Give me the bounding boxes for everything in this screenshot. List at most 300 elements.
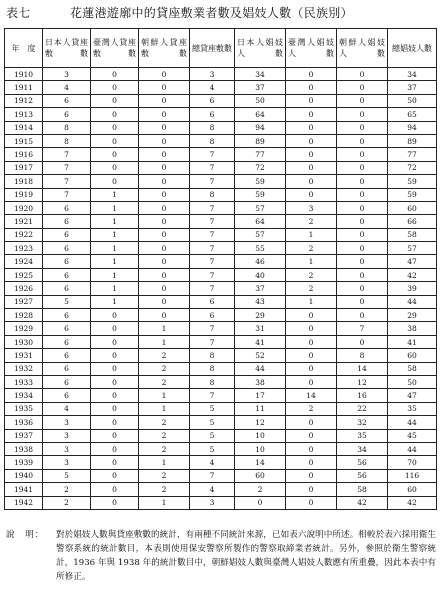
value-cell: 3	[43, 429, 91, 442]
table-row	[5, 175, 437, 188]
value-cell: 3	[286, 201, 337, 214]
value-cell: 7	[190, 255, 235, 268]
value-cell: 1	[91, 228, 139, 241]
value-cell: 4	[190, 456, 235, 469]
value-cell: 0	[286, 94, 337, 107]
value-cell: 55	[235, 242, 286, 255]
value-cell: 7	[43, 161, 91, 174]
value-cell: 0	[286, 121, 337, 134]
value-cell: 10	[235, 442, 286, 455]
table-row	[5, 148, 437, 161]
value-cell: 60	[388, 201, 437, 214]
value-cell: 0	[139, 295, 190, 308]
value-cell: 1	[91, 295, 139, 308]
table-row	[5, 268, 437, 281]
value-cell: 2	[43, 496, 91, 509]
value-cell: 47	[388, 255, 437, 268]
value-cell: 7	[190, 389, 235, 402]
value-cell: 58	[388, 362, 437, 375]
value-cell: 2	[139, 349, 190, 362]
column-header	[139, 29, 190, 68]
value-cell: 32	[337, 416, 388, 429]
value-cell: 4	[43, 81, 91, 94]
value-cell: 64	[235, 108, 286, 121]
value-cell: 7	[190, 469, 235, 482]
value-cell: 0	[337, 94, 388, 107]
value-cell: 38	[235, 375, 286, 388]
value-cell: 0	[337, 242, 388, 255]
year-cell: 1940	[5, 469, 43, 482]
value-cell: 7	[190, 228, 235, 241]
value-cell: 0	[286, 456, 337, 469]
column-header-label: 總貸座敷數	[192, 43, 232, 53]
value-cell: 0	[91, 496, 139, 509]
year-cell: 1913	[5, 108, 43, 121]
value-cell: 35	[388, 402, 437, 415]
table-row	[5, 228, 437, 241]
table-row	[5, 68, 437, 81]
value-cell: 70	[388, 456, 437, 469]
value-cell: 34	[235, 68, 286, 81]
value-cell: 5	[190, 416, 235, 429]
value-cell: 0	[91, 322, 139, 335]
value-cell: 7	[190, 175, 235, 188]
value-cell: 6	[43, 309, 91, 322]
value-cell: 116	[388, 469, 437, 482]
value-cell: 0	[91, 456, 139, 469]
column-header-label: 朝鮮人貸座敷數	[141, 38, 187, 58]
table-row	[5, 94, 437, 107]
value-cell: 0	[139, 175, 190, 188]
table-row	[5, 483, 437, 496]
value-cell: 5	[43, 295, 91, 308]
value-cell: 56	[337, 456, 388, 469]
value-cell: 6	[43, 108, 91, 121]
value-cell: 0	[139, 148, 190, 161]
value-cell: 7	[190, 322, 235, 335]
table-row	[5, 429, 437, 442]
value-cell: 59	[388, 188, 437, 201]
value-cell: 0	[286, 375, 337, 388]
table-row	[5, 389, 437, 402]
year-cell: 1923	[5, 242, 43, 255]
value-cell: 0	[337, 268, 388, 281]
value-cell: 1	[91, 268, 139, 281]
value-cell: 0	[337, 108, 388, 121]
table-row	[5, 134, 437, 147]
value-cell: 14	[337, 362, 388, 375]
value-cell: 1	[139, 402, 190, 415]
value-cell: 2	[139, 375, 190, 388]
value-cell: 6	[190, 295, 235, 308]
value-cell: 8	[190, 188, 235, 201]
value-cell: 0	[91, 161, 139, 174]
value-cell: 0	[91, 469, 139, 482]
note-label: 說 明：	[6, 530, 45, 540]
column-header	[337, 29, 388, 68]
value-cell: 0	[286, 335, 337, 348]
value-cell: 57	[388, 242, 437, 255]
value-cell: 94	[388, 121, 437, 134]
value-cell: 2	[139, 469, 190, 482]
value-cell: 3	[43, 456, 91, 469]
value-cell: 0	[286, 161, 337, 174]
table-row	[5, 362, 437, 375]
year-cell: 1924	[5, 255, 43, 268]
value-cell: 5	[190, 402, 235, 415]
column-header-label: 年 度	[11, 43, 36, 53]
value-cell: 2	[286, 268, 337, 281]
value-cell: 0	[286, 81, 337, 94]
value-cell: 2	[139, 442, 190, 455]
value-cell: 0	[286, 175, 337, 188]
value-cell: 0	[286, 442, 337, 455]
value-cell: 1	[139, 496, 190, 509]
value-cell: 7	[190, 242, 235, 255]
value-cell: 2	[286, 242, 337, 255]
value-cell: 0	[337, 309, 388, 322]
value-cell: 4	[43, 402, 91, 415]
year-cell: 1921	[5, 215, 43, 228]
value-cell: 7	[190, 148, 235, 161]
column-header-label: 臺灣人貸座敷數	[93, 38, 136, 58]
value-cell: 0	[91, 483, 139, 496]
value-cell: 6	[43, 215, 91, 228]
value-cell: 14	[286, 389, 337, 402]
value-cell: 1	[139, 335, 190, 348]
year-cell: 1910	[5, 68, 43, 81]
table-label: 表七	[6, 6, 31, 20]
value-cell: 1	[91, 215, 139, 228]
value-cell: 50	[388, 375, 437, 388]
data-table	[4, 28, 437, 510]
value-cell: 0	[91, 148, 139, 161]
value-cell: 6	[43, 228, 91, 241]
column-header-label: 日本人貸座敷數	[45, 38, 88, 58]
year-cell: 1936	[5, 416, 43, 429]
table-row	[5, 255, 437, 268]
value-cell: 77	[235, 148, 286, 161]
value-cell: 0	[139, 161, 190, 174]
value-cell: 42	[388, 268, 437, 281]
value-cell: 0	[91, 94, 139, 107]
value-cell: 0	[91, 362, 139, 375]
year-cell: 1938	[5, 442, 43, 455]
value-cell: 50	[388, 94, 437, 107]
column-header	[190, 29, 235, 68]
year-cell: 1928	[5, 309, 43, 322]
value-cell: 65	[388, 108, 437, 121]
table-row	[5, 295, 437, 308]
value-cell: 0	[139, 309, 190, 322]
value-cell: 1	[286, 295, 337, 308]
value-cell: 29	[235, 309, 286, 322]
value-cell: 60	[388, 483, 437, 496]
value-cell: 1	[139, 389, 190, 402]
value-cell: 0	[286, 429, 337, 442]
column-header	[91, 29, 139, 68]
value-cell: 8	[190, 362, 235, 375]
value-cell: 0	[337, 295, 388, 308]
value-cell: 41	[235, 335, 286, 348]
value-cell: 0	[91, 416, 139, 429]
table-row	[5, 442, 437, 455]
table-row	[5, 375, 437, 388]
value-cell: 3	[190, 496, 235, 509]
table-row	[5, 161, 437, 174]
value-cell: 0	[139, 215, 190, 228]
value-cell: 22	[337, 402, 388, 415]
value-cell: 0	[286, 134, 337, 147]
value-cell: 50	[235, 94, 286, 107]
value-cell: 7	[190, 161, 235, 174]
value-cell: 0	[286, 469, 337, 482]
value-cell: 0	[139, 134, 190, 147]
value-cell: 3	[43, 442, 91, 455]
value-cell: 41	[388, 335, 437, 348]
value-cell: 4	[190, 483, 235, 496]
value-cell: 8	[337, 349, 388, 362]
year-cell: 1916	[5, 148, 43, 161]
value-cell: 39	[388, 282, 437, 295]
value-cell: 6	[43, 362, 91, 375]
value-cell: 0	[337, 201, 388, 214]
value-cell: 7	[43, 175, 91, 188]
table-row	[5, 349, 437, 362]
value-cell: 0	[286, 322, 337, 335]
value-cell: 0	[337, 148, 388, 161]
value-cell: 1	[139, 456, 190, 469]
year-cell: 1931	[5, 349, 43, 362]
year-cell: 1911	[5, 81, 43, 94]
value-cell: 46	[235, 255, 286, 268]
value-cell: 0	[91, 81, 139, 94]
value-cell: 44	[235, 362, 286, 375]
value-cell: 1	[91, 201, 139, 214]
value-cell: 66	[388, 215, 437, 228]
value-cell: 2	[139, 483, 190, 496]
value-cell: 0	[91, 335, 139, 348]
table-body	[5, 68, 437, 510]
value-cell: 0	[286, 483, 337, 496]
value-cell: 6	[43, 201, 91, 214]
year-cell: 1919	[5, 188, 43, 201]
table-note	[6, 528, 436, 584]
table-row	[5, 335, 437, 348]
table-row	[5, 201, 437, 214]
value-cell: 0	[139, 81, 190, 94]
value-cell: 0	[286, 362, 337, 375]
value-cell: 7	[190, 282, 235, 295]
value-cell: 6	[43, 282, 91, 295]
year-cell: 1933	[5, 375, 43, 388]
year-cell: 1942	[5, 496, 43, 509]
value-cell: 0	[286, 108, 337, 121]
note-text: 對於娼妓人數與貸座敷數的統計，有兩種不同統計來源，已如表六說明中所述。相較於表六採用衛生警察系統的統計數目，本表則使用保安警察所製作的警察取締業者統計。另外，參照於衛生警察統計，1936 年與 1938 年的統計數目中，朝鮮娼妓人數與臺灣人娼妓人數應有所重疊，因此本表中有所修正。	[56, 530, 436, 582]
value-cell: 0	[139, 201, 190, 214]
value-cell: 37	[235, 81, 286, 94]
value-cell: 10	[235, 429, 286, 442]
value-cell: 0	[139, 268, 190, 281]
value-cell: 59	[235, 175, 286, 188]
year-cell: 1934	[5, 389, 43, 402]
value-cell: 0	[286, 349, 337, 362]
value-cell: 7	[337, 322, 388, 335]
column-header-label: 總娼妓人數	[392, 43, 432, 53]
value-cell: 0	[337, 134, 388, 147]
value-cell: 2	[286, 282, 337, 295]
value-cell: 6	[43, 255, 91, 268]
value-cell: 52	[235, 349, 286, 362]
year-cell: 1914	[5, 121, 43, 134]
value-cell: 11	[235, 402, 286, 415]
value-cell: 2	[43, 483, 91, 496]
value-cell: 0	[337, 282, 388, 295]
year-cell: 1941	[5, 483, 43, 496]
value-cell: 1	[139, 322, 190, 335]
year-cell: 1937	[5, 429, 43, 442]
value-cell: 1	[286, 228, 337, 241]
value-cell: 2	[286, 215, 337, 228]
value-cell: 38	[388, 322, 437, 335]
value-cell: 0	[337, 188, 388, 201]
year-cell: 1918	[5, 175, 43, 188]
column-header-label: 臺灣人娼妓人數	[288, 38, 334, 58]
column-header-label: 日本人娼妓人數	[237, 38, 283, 58]
value-cell: 34	[337, 442, 388, 455]
value-cell: 44	[388, 295, 437, 308]
value-cell: 16	[337, 389, 388, 402]
value-cell: 0	[139, 242, 190, 255]
value-cell: 7	[190, 215, 235, 228]
value-cell: 6	[43, 335, 91, 348]
value-cell: 7	[190, 268, 235, 281]
value-cell: 77	[388, 148, 437, 161]
year-cell: 1930	[5, 335, 43, 348]
value-cell: 12	[235, 416, 286, 429]
value-cell: 6	[43, 375, 91, 388]
value-cell: 0	[139, 188, 190, 201]
value-cell: 5	[190, 442, 235, 455]
value-cell: 7	[190, 201, 235, 214]
value-cell: 57	[235, 201, 286, 214]
value-cell: 0	[139, 108, 190, 121]
value-cell: 47	[388, 389, 437, 402]
value-cell: 6	[43, 349, 91, 362]
value-cell: 42	[337, 496, 388, 509]
value-cell: 0	[286, 68, 337, 81]
value-cell: 0	[337, 255, 388, 268]
value-cell: 0	[139, 121, 190, 134]
value-cell: 0	[337, 215, 388, 228]
column-header	[5, 29, 43, 68]
value-cell: 72	[235, 161, 286, 174]
value-cell: 35	[337, 429, 388, 442]
value-cell: 6	[190, 309, 235, 322]
value-cell: 0	[91, 108, 139, 121]
value-cell: 0	[139, 228, 190, 241]
year-cell: 1926	[5, 282, 43, 295]
value-cell: 3	[43, 68, 91, 81]
value-cell: 0	[337, 228, 388, 241]
value-cell: 6	[43, 322, 91, 335]
table-row	[5, 215, 437, 228]
column-header-label: 朝鮮人娼妓人數	[339, 38, 385, 58]
table-row	[5, 322, 437, 335]
value-cell: 0	[139, 68, 190, 81]
value-cell: 3	[190, 68, 235, 81]
value-cell: 5	[190, 429, 235, 442]
value-cell: 6	[43, 389, 91, 402]
year-cell: 1935	[5, 402, 43, 415]
value-cell: 64	[235, 215, 286, 228]
value-cell: 0	[286, 496, 337, 509]
value-cell: 72	[388, 161, 437, 174]
value-cell: 0	[337, 335, 388, 348]
table-row	[5, 121, 437, 134]
value-cell: 0	[337, 81, 388, 94]
year-cell: 1927	[5, 295, 43, 308]
year-cell: 1917	[5, 161, 43, 174]
year-cell: 1922	[5, 228, 43, 241]
value-cell: 0	[91, 309, 139, 322]
value-cell: 0	[286, 148, 337, 161]
year-cell: 1912	[5, 94, 43, 107]
value-cell: 0	[139, 94, 190, 107]
value-cell: 1	[91, 188, 139, 201]
value-cell: 1	[91, 255, 139, 268]
value-cell: 6	[43, 268, 91, 281]
value-cell: 58	[337, 483, 388, 496]
value-cell: 44	[388, 442, 437, 455]
value-cell: 7	[43, 188, 91, 201]
value-cell: 0	[286, 416, 337, 429]
value-cell: 5	[43, 469, 91, 482]
value-cell: 45	[388, 429, 437, 442]
value-cell: 14	[235, 456, 286, 469]
value-cell: 40	[235, 268, 286, 281]
value-cell: 0	[91, 389, 139, 402]
year-cell: 1939	[5, 456, 43, 469]
value-cell: 56	[337, 469, 388, 482]
value-cell: 0	[91, 175, 139, 188]
value-cell: 0	[337, 161, 388, 174]
table-row	[5, 188, 437, 201]
value-cell: 8	[190, 375, 235, 388]
value-cell: 2	[139, 429, 190, 442]
header-row	[5, 29, 437, 68]
value-cell: 43	[235, 295, 286, 308]
table-row	[5, 416, 437, 429]
value-cell: 0	[286, 188, 337, 201]
value-cell: 8	[190, 134, 235, 147]
value-cell: 31	[235, 322, 286, 335]
value-cell: 0	[91, 442, 139, 455]
value-cell: 0	[139, 255, 190, 268]
value-cell: 58	[388, 228, 437, 241]
value-cell: 42	[388, 496, 437, 509]
value-cell: 0	[235, 496, 286, 509]
value-cell: 6	[43, 94, 91, 107]
year-cell: 1932	[5, 362, 43, 375]
value-cell: 0	[337, 121, 388, 134]
table-row	[5, 282, 437, 295]
table-row	[5, 469, 437, 482]
value-cell: 44	[388, 416, 437, 429]
value-cell: 0	[91, 134, 139, 147]
table-row	[5, 496, 437, 509]
value-cell: 0	[91, 429, 139, 442]
